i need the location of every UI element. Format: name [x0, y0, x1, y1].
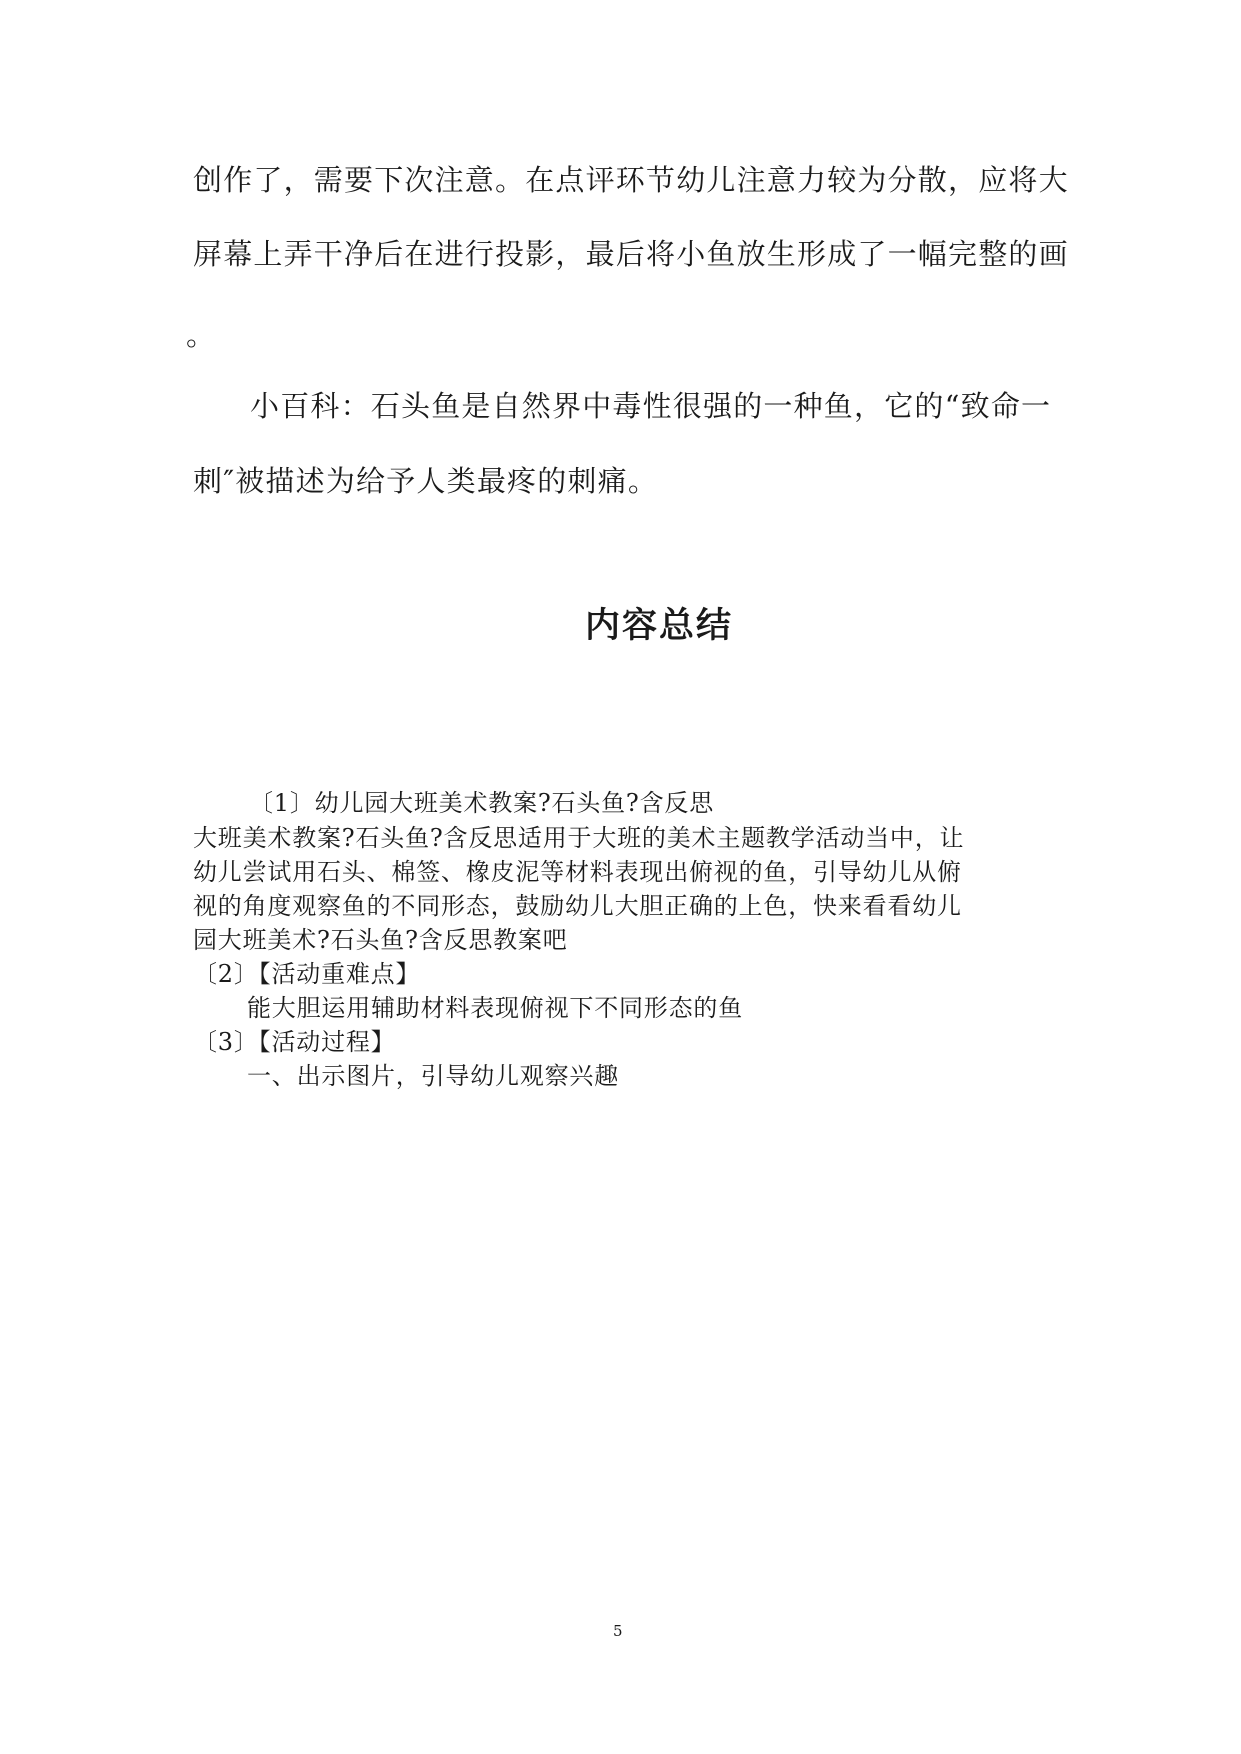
- summary-title: 内容总结: [585, 605, 734, 646]
- summary-item-1-text-line-2: 幼儿尝试用石头、棉签、橡皮泥等材料表现出俯视的鱼，引导幼儿从俯: [193, 858, 962, 886]
- summary-item-1-text-line-3: 视的角度观察鱼的不同形态，鼓励幼儿大胆正确的上色，快来看看幼儿: [193, 892, 962, 920]
- body-paragraph-1-line-2: 屏幕上弄干净后在进行投影，最后将小鱼放生形成了一幅完整的画: [193, 237, 1069, 271]
- page-number: 5: [613, 1622, 623, 1640]
- body-paragraph-1-line-1: 创作了，需要下次注意。在点评环节幼儿注意力较为分散，应将大: [193, 163, 1069, 197]
- body-paragraph-2-line-2: 刺″被描述为给予人类最疼的刺痛。: [193, 464, 659, 498]
- body-paragraph-1-line-3: 。: [186, 318, 217, 352]
- summary-item-1-text-line-1: 大班美术教案?石头鱼?含反思适用于大班的美术主题教学活动当中，让: [193, 824, 965, 852]
- summary-item-1-text-line-4: 园大班美术?石头鱼?含反思教案吧: [193, 926, 568, 954]
- summary-item-3-heading: 〔3〕【活动过程】: [193, 1028, 396, 1056]
- summary-item-3-text: 一、出示图片，引导幼儿观察兴趣: [247, 1062, 619, 1090]
- body-paragraph-2-line-1: 小百科：石头鱼是自然界中毒性很强的一种鱼，它的“致命一: [250, 389, 1052, 423]
- summary-item-2-text: 能大胆运用辅助材料表现俯视下不同形态的鱼: [247, 994, 743, 1022]
- summary-item-1-heading: 〔1〕幼儿园大班美术教案?石头鱼?含反思: [249, 789, 715, 817]
- summary-item-2-heading: 〔2〕【活动重难点】: [193, 960, 421, 988]
